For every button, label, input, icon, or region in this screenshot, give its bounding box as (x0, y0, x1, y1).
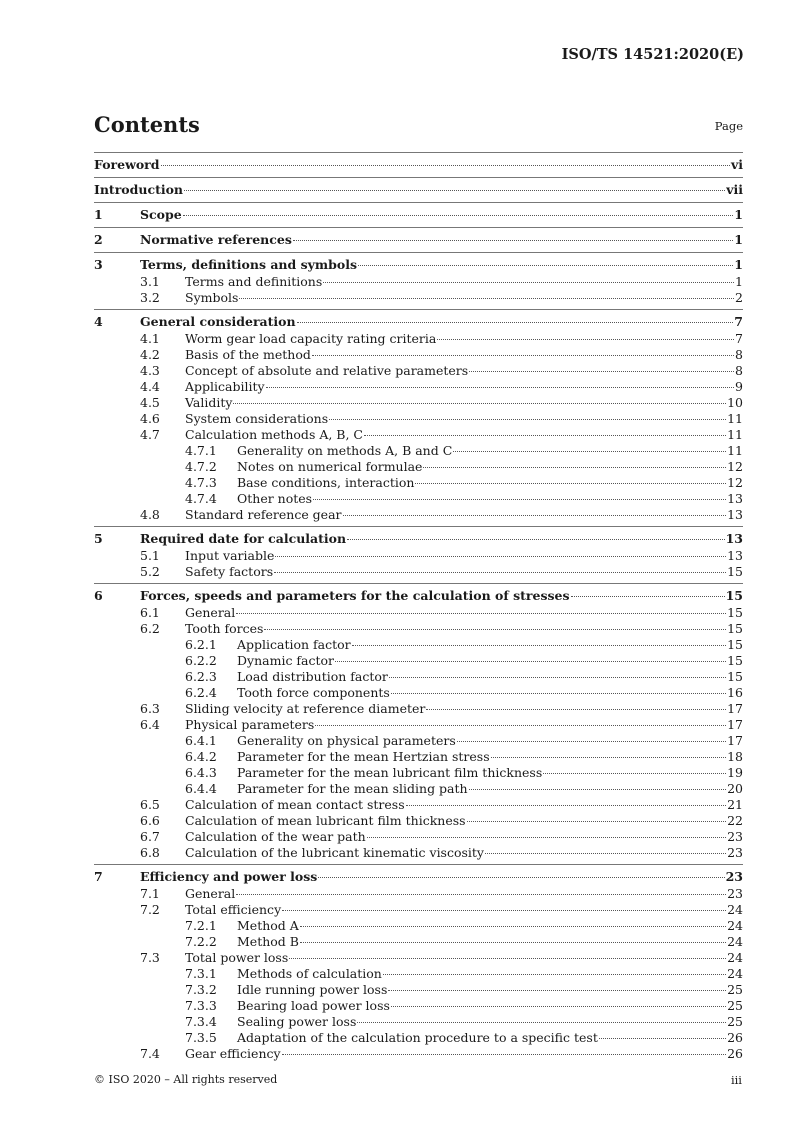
toc-entry[interactable] (94, 733, 743, 749)
toc-entry[interactable] (94, 886, 743, 902)
toc-entry-number: 7.3.5 (185, 1030, 217, 1045)
toc-entry-number: 7.2 (140, 902, 160, 917)
toc-entry[interactable] (94, 379, 743, 395)
toc-entry-page: 13 (727, 507, 743, 522)
toc-entry-title: Base conditions, interaction (237, 475, 415, 490)
toc-entry-page: 9 (735, 379, 743, 394)
toc-entry[interactable] (94, 443, 743, 459)
toc-leader-dots (469, 371, 734, 372)
toc-entry-page: 7 (734, 314, 743, 329)
toc-entry-number: 6.4.1 (185, 733, 217, 748)
toc-entry-page: 12 (727, 475, 743, 490)
toc-entry-number: 4.7 (140, 427, 160, 442)
toc-leader-dots (335, 661, 726, 662)
toc-entry-page: 26 (727, 1030, 743, 1045)
toc-entry[interactable] (94, 411, 743, 427)
toc-entry-number: 7.3.1 (185, 966, 217, 981)
toc-entry-page: 12 (727, 459, 743, 474)
toc-entry[interactable] (94, 934, 743, 950)
toc-leader-dots (491, 757, 726, 758)
toc-entry-number: 4.7.2 (185, 459, 217, 474)
toc-entry-number: 4.6 (140, 411, 160, 426)
toc-entry[interactable] (94, 845, 743, 861)
toc-entry-page: 10 (727, 395, 743, 410)
toc-entry-title: Load distribution factor (237, 669, 388, 684)
toc-entry[interactable] (94, 966, 743, 982)
toc-entry[interactable] (94, 206, 743, 224)
toc-entry-title: Applicability (185, 379, 265, 394)
toc-entry-page: 15 (727, 637, 743, 652)
toc-entry-page: 1 (734, 257, 743, 272)
toc-leader-dots (343, 515, 727, 516)
toc-entry-number: 6.3 (140, 701, 160, 716)
toc-entry-page: 17 (727, 733, 743, 748)
toc-entry-page: 2 (735, 290, 743, 305)
toc-entry-title: Notes on numerical formulae (237, 459, 423, 474)
toc-entry-title: Calculation of mean lubricant film thickness (185, 813, 466, 828)
toc-entry-number: 6.2.4 (185, 685, 217, 700)
toc-entry[interactable] (94, 781, 743, 797)
toc-entry-number: 4.7.4 (185, 491, 217, 506)
toc-entry-title: Application factor (237, 637, 351, 652)
toc-entry-title: Symbols (185, 290, 239, 305)
document-id: ISO/TS 14521:2020(E) (561, 46, 744, 63)
toc-entry-title: Idle running power loss (237, 982, 388, 997)
toc-entry-number: 3.1 (140, 274, 160, 289)
toc-entry[interactable] (94, 918, 743, 934)
toc-entry-title: Total power loss (185, 950, 289, 965)
toc-entry-number: 4.1 (140, 331, 160, 346)
toc-leader-dots (313, 499, 726, 500)
toc-entry-title: Terms and definitions (185, 274, 323, 289)
toc-entry-number: 4.3 (140, 363, 160, 378)
toc-leader-dots (300, 942, 726, 943)
toc-entry-title: System considerations (185, 411, 329, 426)
toc-entry-title: Forces, speeds and parameters for the calculation of stresses (140, 588, 570, 603)
toc-entry-title: Validity (185, 395, 233, 410)
toc-leader-dots (391, 693, 726, 694)
toc-leader-dots (329, 419, 726, 420)
toc-entry[interactable] (94, 717, 743, 733)
toc-entry-page: 19 (727, 765, 743, 780)
toc-entry[interactable] (94, 491, 743, 507)
toc-leader-dots (293, 240, 733, 241)
toc-entry-page: 24 (727, 966, 743, 981)
toc-entry-number: 5.1 (140, 548, 160, 563)
toc-entry-number: 6.6 (140, 813, 160, 828)
toc-entry[interactable] (94, 637, 743, 653)
toc-entry-number: 4.7.3 (185, 475, 217, 490)
toc-entry-number: 6.4.4 (185, 781, 217, 796)
toc-entry[interactable] (94, 669, 743, 685)
toc-entry[interactable] (94, 274, 743, 290)
toc-leader-dots (233, 403, 726, 404)
toc-entry-number: 6.4.3 (185, 765, 217, 780)
toc-section (94, 152, 743, 174)
toc-entry-number: 6.5 (140, 797, 160, 812)
toc-entry[interactable] (94, 231, 743, 249)
toc-entry-page: vi (730, 157, 743, 172)
toc-section (94, 202, 743, 224)
toc-entry-title: Parameter for the mean lubricant film thickness (237, 765, 543, 780)
toc-entry-page: 15 (727, 605, 743, 620)
toc-entry-page: 17 (727, 717, 743, 732)
toc-leader-dots (391, 1006, 726, 1007)
toc-section (94, 583, 743, 861)
toc-entry-title: Bearing load power loss (237, 998, 390, 1013)
toc-entry-title: Method A (237, 918, 299, 933)
toc-entry-number: 6.4 (140, 717, 160, 732)
toc-entry-page: 17 (727, 701, 743, 716)
toc-leader-dots (358, 265, 733, 266)
toc-entry-page: 1 (735, 274, 743, 289)
toc-entry-page: 16 (727, 685, 743, 700)
toc-entry[interactable] (94, 829, 743, 845)
toc-leader-dots (282, 1054, 727, 1055)
toc-entry-page: 24 (727, 902, 743, 917)
toc-leader-dots (423, 467, 726, 468)
toc-entry-page: 7 (735, 331, 743, 346)
toc-entry-number: 6.2.2 (185, 653, 217, 668)
toc-leader-dots (300, 926, 726, 927)
toc-entry-number: 7.3.4 (185, 1014, 217, 1029)
toc-leader-dots (357, 1022, 726, 1023)
toc-leader-dots (437, 339, 734, 340)
toc-leader-dots (543, 773, 726, 774)
toc-entry-number: 6 (94, 588, 103, 603)
toc-leader-dots (467, 821, 727, 822)
toc-entry-page: 1 (734, 207, 743, 222)
toc-entry-title: Basis of the method (185, 347, 311, 362)
toc-entry-page: 23 (727, 886, 743, 901)
toc-entry-page: 13 (727, 491, 743, 506)
toc-entry-page: 15 (727, 669, 743, 684)
toc-entry-page: 11 (727, 443, 743, 458)
toc-entry-title: Scope (140, 207, 182, 222)
toc-entry-page: 25 (727, 1014, 743, 1029)
toc-entry-title: General (185, 605, 236, 620)
toc-entry-number: 7 (94, 869, 103, 884)
toc-entry[interactable] (94, 395, 743, 411)
toc-entry-page: 25 (727, 998, 743, 1013)
toc-entry[interactable] (94, 813, 743, 829)
toc-entry[interactable] (94, 1030, 743, 1046)
toc-entry-title: Parameter for the mean sliding path (237, 781, 468, 796)
toc-entry-page: 15 (727, 653, 743, 668)
toc-entry-title: Calculation of the wear path (185, 829, 366, 844)
toc-entry[interactable] (94, 256, 743, 274)
toc-entry-title: Method B (237, 934, 299, 949)
toc-entry-page: 23 (725, 869, 743, 884)
toc-leader-dots (367, 837, 726, 838)
toc-entry-number: 7.4 (140, 1046, 160, 1061)
toc-entry[interactable] (94, 587, 743, 605)
toc-entry[interactable] (94, 313, 743, 331)
toc-leader-dots (453, 451, 726, 452)
toc-entry-number: 4.2 (140, 347, 160, 362)
toc-section (94, 526, 743, 580)
toc-entry[interactable] (94, 331, 743, 347)
toc-entry-page: 20 (727, 781, 743, 796)
toc-entry-title: Efficiency and power loss (140, 869, 318, 884)
toc-entry-number: 7.3.2 (185, 982, 217, 997)
toc-leader-dots (297, 322, 734, 323)
toc-entry-title: Sealing power loss (237, 1014, 357, 1029)
toc-entry-page: 25 (727, 982, 743, 997)
toc-entry-title: Generality on physical parameters (237, 733, 456, 748)
toc-section (94, 177, 743, 199)
toc-entry[interactable] (94, 427, 743, 443)
toc-leader-dots (457, 741, 726, 742)
toc-entry[interactable] (94, 548, 743, 564)
toc-entry-title: Calculation of mean contact stress (185, 797, 405, 812)
page-column-label: Page (714, 119, 743, 133)
toc-entry-number: 7.3.3 (185, 998, 217, 1013)
toc-entry[interactable] (94, 621, 743, 637)
toc-entry[interactable] (94, 181, 743, 199)
toc-entry-number: 1 (94, 207, 103, 222)
toc-entry[interactable] (94, 950, 743, 966)
toc-section (94, 227, 743, 249)
toc-leader-dots (388, 990, 726, 991)
toc-entry-page: 26 (727, 1046, 743, 1061)
toc-entry-page: 15 (725, 588, 743, 603)
toc-entry-title: Other notes (237, 491, 313, 506)
toc-entry-number: 7.1 (140, 886, 160, 901)
toc-entry-number: 4.7.1 (185, 443, 217, 458)
toc-entry-number: 4.4 (140, 379, 160, 394)
toc-entry-title: Total efficiency (185, 902, 282, 917)
toc-entry-number: 3 (94, 257, 103, 272)
toc-entry[interactable] (94, 685, 743, 701)
toc-entry-title: Generality on methods A, B and C (237, 443, 453, 458)
toc-entry-number: 5.2 (140, 564, 160, 579)
toc-entry-title: Foreword (94, 157, 160, 172)
toc-leader-dots (184, 190, 725, 191)
toc-entry[interactable] (94, 982, 743, 998)
toc-entry[interactable] (94, 1046, 743, 1062)
toc-entry[interactable] (94, 765, 743, 781)
toc-entry-number: 6.8 (140, 845, 160, 860)
toc-entry[interactable] (94, 507, 743, 523)
toc-entry-number: 6.7 (140, 829, 160, 844)
toc-entry-title: Gear efficiency (185, 1046, 281, 1061)
toc-leader-dots (318, 877, 724, 878)
toc-entry-number: 4.5 (140, 395, 160, 410)
toc-entry[interactable] (94, 347, 743, 363)
toc-entry-page: 23 (727, 829, 743, 844)
toc-entry-title: Standard reference gear (185, 507, 342, 522)
toc-leader-dots (275, 556, 726, 557)
toc-section (94, 864, 743, 1062)
toc-leader-dots (239, 298, 734, 299)
toc-entry-page: 8 (735, 363, 743, 378)
toc-entry-page: 21 (727, 797, 743, 812)
toc-entry-title: Introduction (94, 182, 184, 197)
toc-leader-dots (289, 958, 726, 959)
toc-leader-dots (274, 572, 726, 573)
toc-leader-dots (183, 215, 734, 216)
toc-entry[interactable] (94, 290, 743, 306)
toc-entry-page: 8 (735, 347, 743, 362)
toc-entry-title: Terms, definitions and symbols (140, 257, 357, 272)
toc-leader-dots (426, 709, 726, 710)
toc-entry-page: 24 (727, 918, 743, 933)
toc-entry-title: General consideration (140, 314, 296, 329)
toc-entry-number: 6.4.2 (185, 749, 217, 764)
toc-leader-dots (264, 629, 726, 630)
toc-leader-dots (389, 677, 726, 678)
toc-entry-page: 11 (727, 411, 743, 426)
toc-entry-title: Dynamic factor (237, 653, 335, 668)
toc-entry-number: 3.2 (140, 290, 160, 305)
toc-entry-title: Normative references (140, 232, 292, 247)
toc-entry-title: Required date for calculation (140, 531, 347, 546)
toc-entry-page: 13 (725, 531, 743, 546)
toc-entry-page: 22 (727, 813, 743, 828)
toc-entry-title: Adaptation of the calculation procedure to a specific test (237, 1030, 598, 1045)
toc-entry-page: 23 (727, 845, 743, 860)
toc-entry[interactable] (94, 475, 743, 491)
toc-entry-title: Worm gear load capacity rating criteria (185, 331, 437, 346)
toc-entry[interactable] (94, 605, 743, 621)
toc-entry-page: 11 (727, 427, 743, 442)
toc-leader-dots (236, 613, 726, 614)
toc-leader-dots (347, 539, 725, 540)
toc-leader-dots (266, 387, 734, 388)
toc-leader-dots (312, 355, 734, 356)
toc-entry-number: 6.2.1 (185, 637, 217, 652)
toc-entry-page: vii (726, 182, 743, 197)
toc-entry-number: 6.2.3 (185, 669, 217, 684)
toc-leader-dots (352, 645, 726, 646)
toc-leader-dots (315, 725, 726, 726)
table-of-contents (94, 152, 743, 1065)
toc-entry-title: Physical parameters (185, 717, 315, 732)
toc-entry-page: 15 (727, 621, 743, 636)
toc-entry-number: 7.3 (140, 950, 160, 965)
footer-page-number: iii (730, 1073, 742, 1087)
toc-entry-title: Safety factors (185, 564, 274, 579)
toc-leader-dots (571, 596, 725, 597)
toc-entry-number: 7.2.1 (185, 918, 217, 933)
toc-leader-dots (282, 910, 726, 911)
toc-entry-page: 13 (727, 548, 743, 563)
toc-leader-dots (406, 805, 726, 806)
toc-leader-dots (469, 789, 727, 790)
contents-title: Contents (94, 112, 200, 137)
footer-copyright: © ISO 2020 – All rights reserved (94, 1073, 278, 1086)
toc-entry[interactable] (94, 868, 743, 886)
toc-entry-page: 1 (734, 232, 743, 247)
toc-leader-dots (415, 483, 726, 484)
toc-entry-page: 24 (727, 950, 743, 965)
toc-entry-page: 24 (727, 934, 743, 949)
toc-entry[interactable] (94, 530, 743, 548)
toc-entry-title: Calculation methods A, B, C (185, 427, 363, 442)
toc-entry-title: Input variable (185, 548, 275, 563)
toc-leader-dots (236, 894, 726, 895)
toc-entry[interactable] (94, 749, 743, 765)
toc-entry[interactable] (94, 797, 743, 813)
toc-entry-title: Tooth forces (185, 621, 264, 636)
toc-entry[interactable] (94, 363, 743, 379)
toc-entry-page: 18 (727, 749, 743, 764)
toc-entry-page: 15 (727, 564, 743, 579)
toc-entry-title: Tooth force components (237, 685, 390, 700)
toc-entry[interactable] (94, 653, 743, 669)
toc-entry[interactable] (94, 1014, 743, 1030)
toc-entry[interactable] (94, 156, 743, 174)
toc-entry-number: 4 (94, 314, 103, 329)
toc-entry-title: Methods of calculation (237, 966, 382, 981)
toc-entry[interactable] (94, 564, 743, 580)
toc-entry-number: 6.2 (140, 621, 160, 636)
toc-entry[interactable] (94, 902, 743, 918)
toc-leader-dots (161, 165, 730, 166)
toc-entry[interactable] (94, 459, 743, 475)
toc-entry-title: General (185, 886, 236, 901)
toc-entry-title: Calculation of the lubricant kinematic viscosity (185, 845, 484, 860)
toc-entry[interactable] (94, 701, 743, 717)
toc-leader-dots (323, 282, 734, 283)
toc-leader-dots (383, 974, 726, 975)
toc-entry-title: Concept of absolute and relative parameters (185, 363, 469, 378)
toc-entry-title: Sliding velocity at reference diameter (185, 701, 426, 716)
toc-leader-dots (599, 1038, 726, 1039)
toc-entry-number: 7.2.2 (185, 934, 217, 949)
toc-entry[interactable] (94, 998, 743, 1014)
toc-entry-number: 6.1 (140, 605, 160, 620)
toc-section (94, 252, 743, 306)
toc-entry-number: 5 (94, 531, 103, 546)
toc-entry-title: Parameter for the mean Hertzian stress (237, 749, 490, 764)
toc-entry-number: 4.8 (140, 507, 160, 522)
toc-leader-dots (485, 853, 726, 854)
toc-section (94, 309, 743, 523)
toc-leader-dots (364, 435, 726, 436)
toc-entry-number: 2 (94, 232, 103, 247)
